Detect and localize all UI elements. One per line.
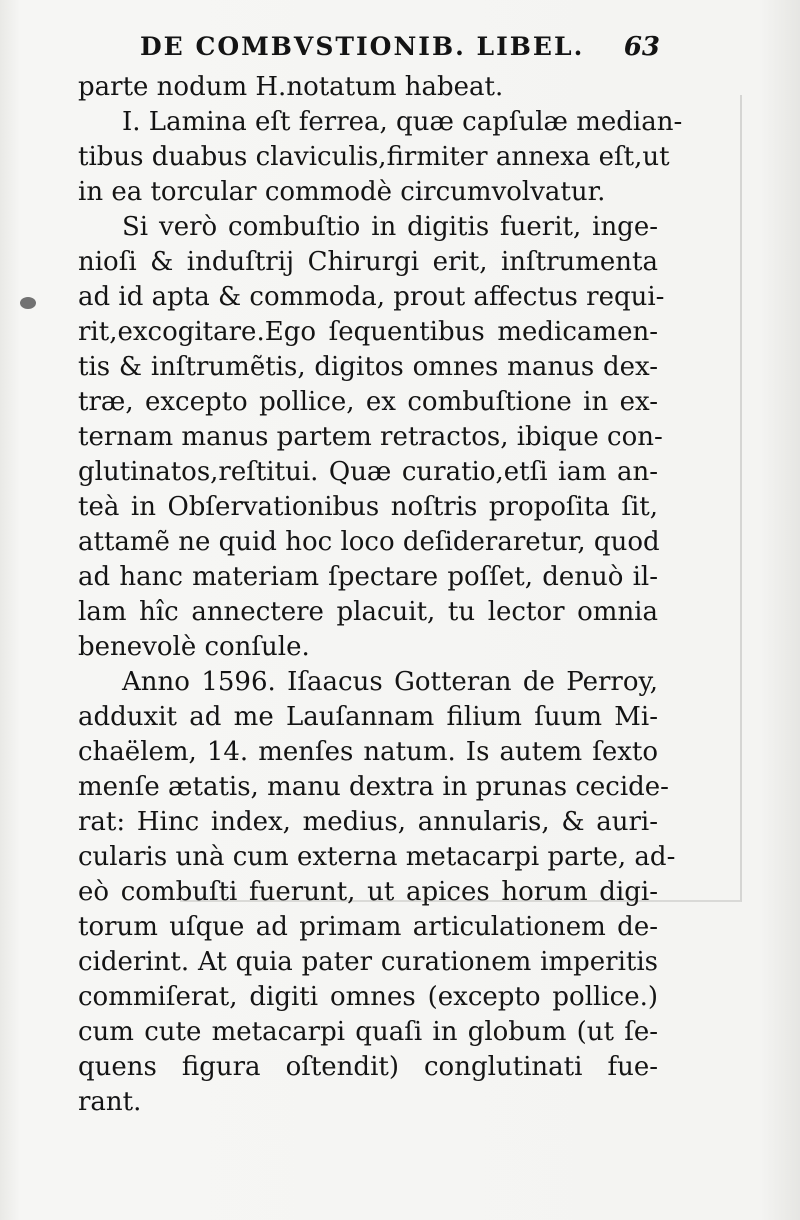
text-line: cum cute metacarpi quaſi in globum (ut ſe-	[78, 1017, 658, 1047]
text-line: rant.	[78, 1087, 142, 1117]
text-line: torum uſque ad primam articulationem de-	[78, 912, 658, 942]
text-line: commiſerat, digiti omnes (excepto pollice.)	[78, 982, 658, 1012]
text-line: tibus duabus claviculis,firmiter annexa eſt,ut	[78, 142, 670, 172]
text-line: nioſi & induſtrij Chirurgi erit, inſtrumenta	[78, 247, 658, 277]
page-header	[140, 30, 660, 70]
text-line: quens figura oſtendit) conglutinati fue-	[78, 1052, 658, 1082]
text-line: ad id apta & commoda, prout affectus requi-	[78, 282, 665, 312]
text-line: rit,excogitare.Ego ſequentibus medicamen-	[78, 317, 658, 347]
text-line: ad hanc materiam ſpectare poſſet, denuò il-	[78, 562, 658, 592]
text-line: attamẽ ne quid hoc loco deſideraretur, quod	[78, 527, 660, 557]
text-line: glutinatos,reſtitui. Quæ curatio,etſi iam an-	[78, 457, 658, 487]
text-line: parte nodum H.notatum habeat.	[78, 72, 504, 102]
text-line: cularis unà cum externa metacarpi parte, ad-	[78, 842, 676, 872]
text-line: menſe ætatis, manu dextra in prunas cecide-	[78, 772, 669, 802]
text-line: tis & inſtrumẽtis, digitos omnes manus dex-	[78, 352, 658, 382]
text-line: benevolè conſule.	[78, 632, 310, 662]
text-line: ciderint. At quia pater curationem imperitis	[78, 947, 658, 977]
text-line: træ, excepto pollice, ex combuſtione in ex-	[78, 387, 658, 417]
running-head: DE COMBVSTIONIB. LIBEL.	[140, 32, 585, 61]
text-line: chaëlem, 14. menſes natum. Is autem ſexto	[78, 737, 658, 767]
text-line: teà in Obſervationibus noſtris propoſita ſit,	[78, 492, 658, 522]
text-line: lam hîc annectere placuit, tu lector omnia	[78, 597, 658, 627]
text-line: I. Lamina eſt ferrea, quæ capſulæ median-	[122, 107, 683, 137]
text-line: adduxit ad me Lauſannam filium ſuum Mi-	[78, 702, 658, 732]
text-line: Anno 1596. Iſaacus Gotteran de Perroy,	[122, 667, 658, 697]
text-line: Si verò combuſtio in digitis fuerit, inge-	[122, 212, 658, 242]
ink-blot	[20, 297, 36, 309]
text-line: ternam manus partem retractos, ibique con-	[78, 422, 663, 452]
text-line: eò combuſti fuerunt, ut apices horum digi-	[78, 877, 658, 907]
text-line: rat: Hinc index, medius, annularis, & auri-	[78, 807, 658, 837]
page-number: 63	[623, 32, 660, 62]
text-line: in ea torcular commodè circumvolvatur.	[78, 177, 606, 207]
body-text	[78, 70, 683, 1120]
